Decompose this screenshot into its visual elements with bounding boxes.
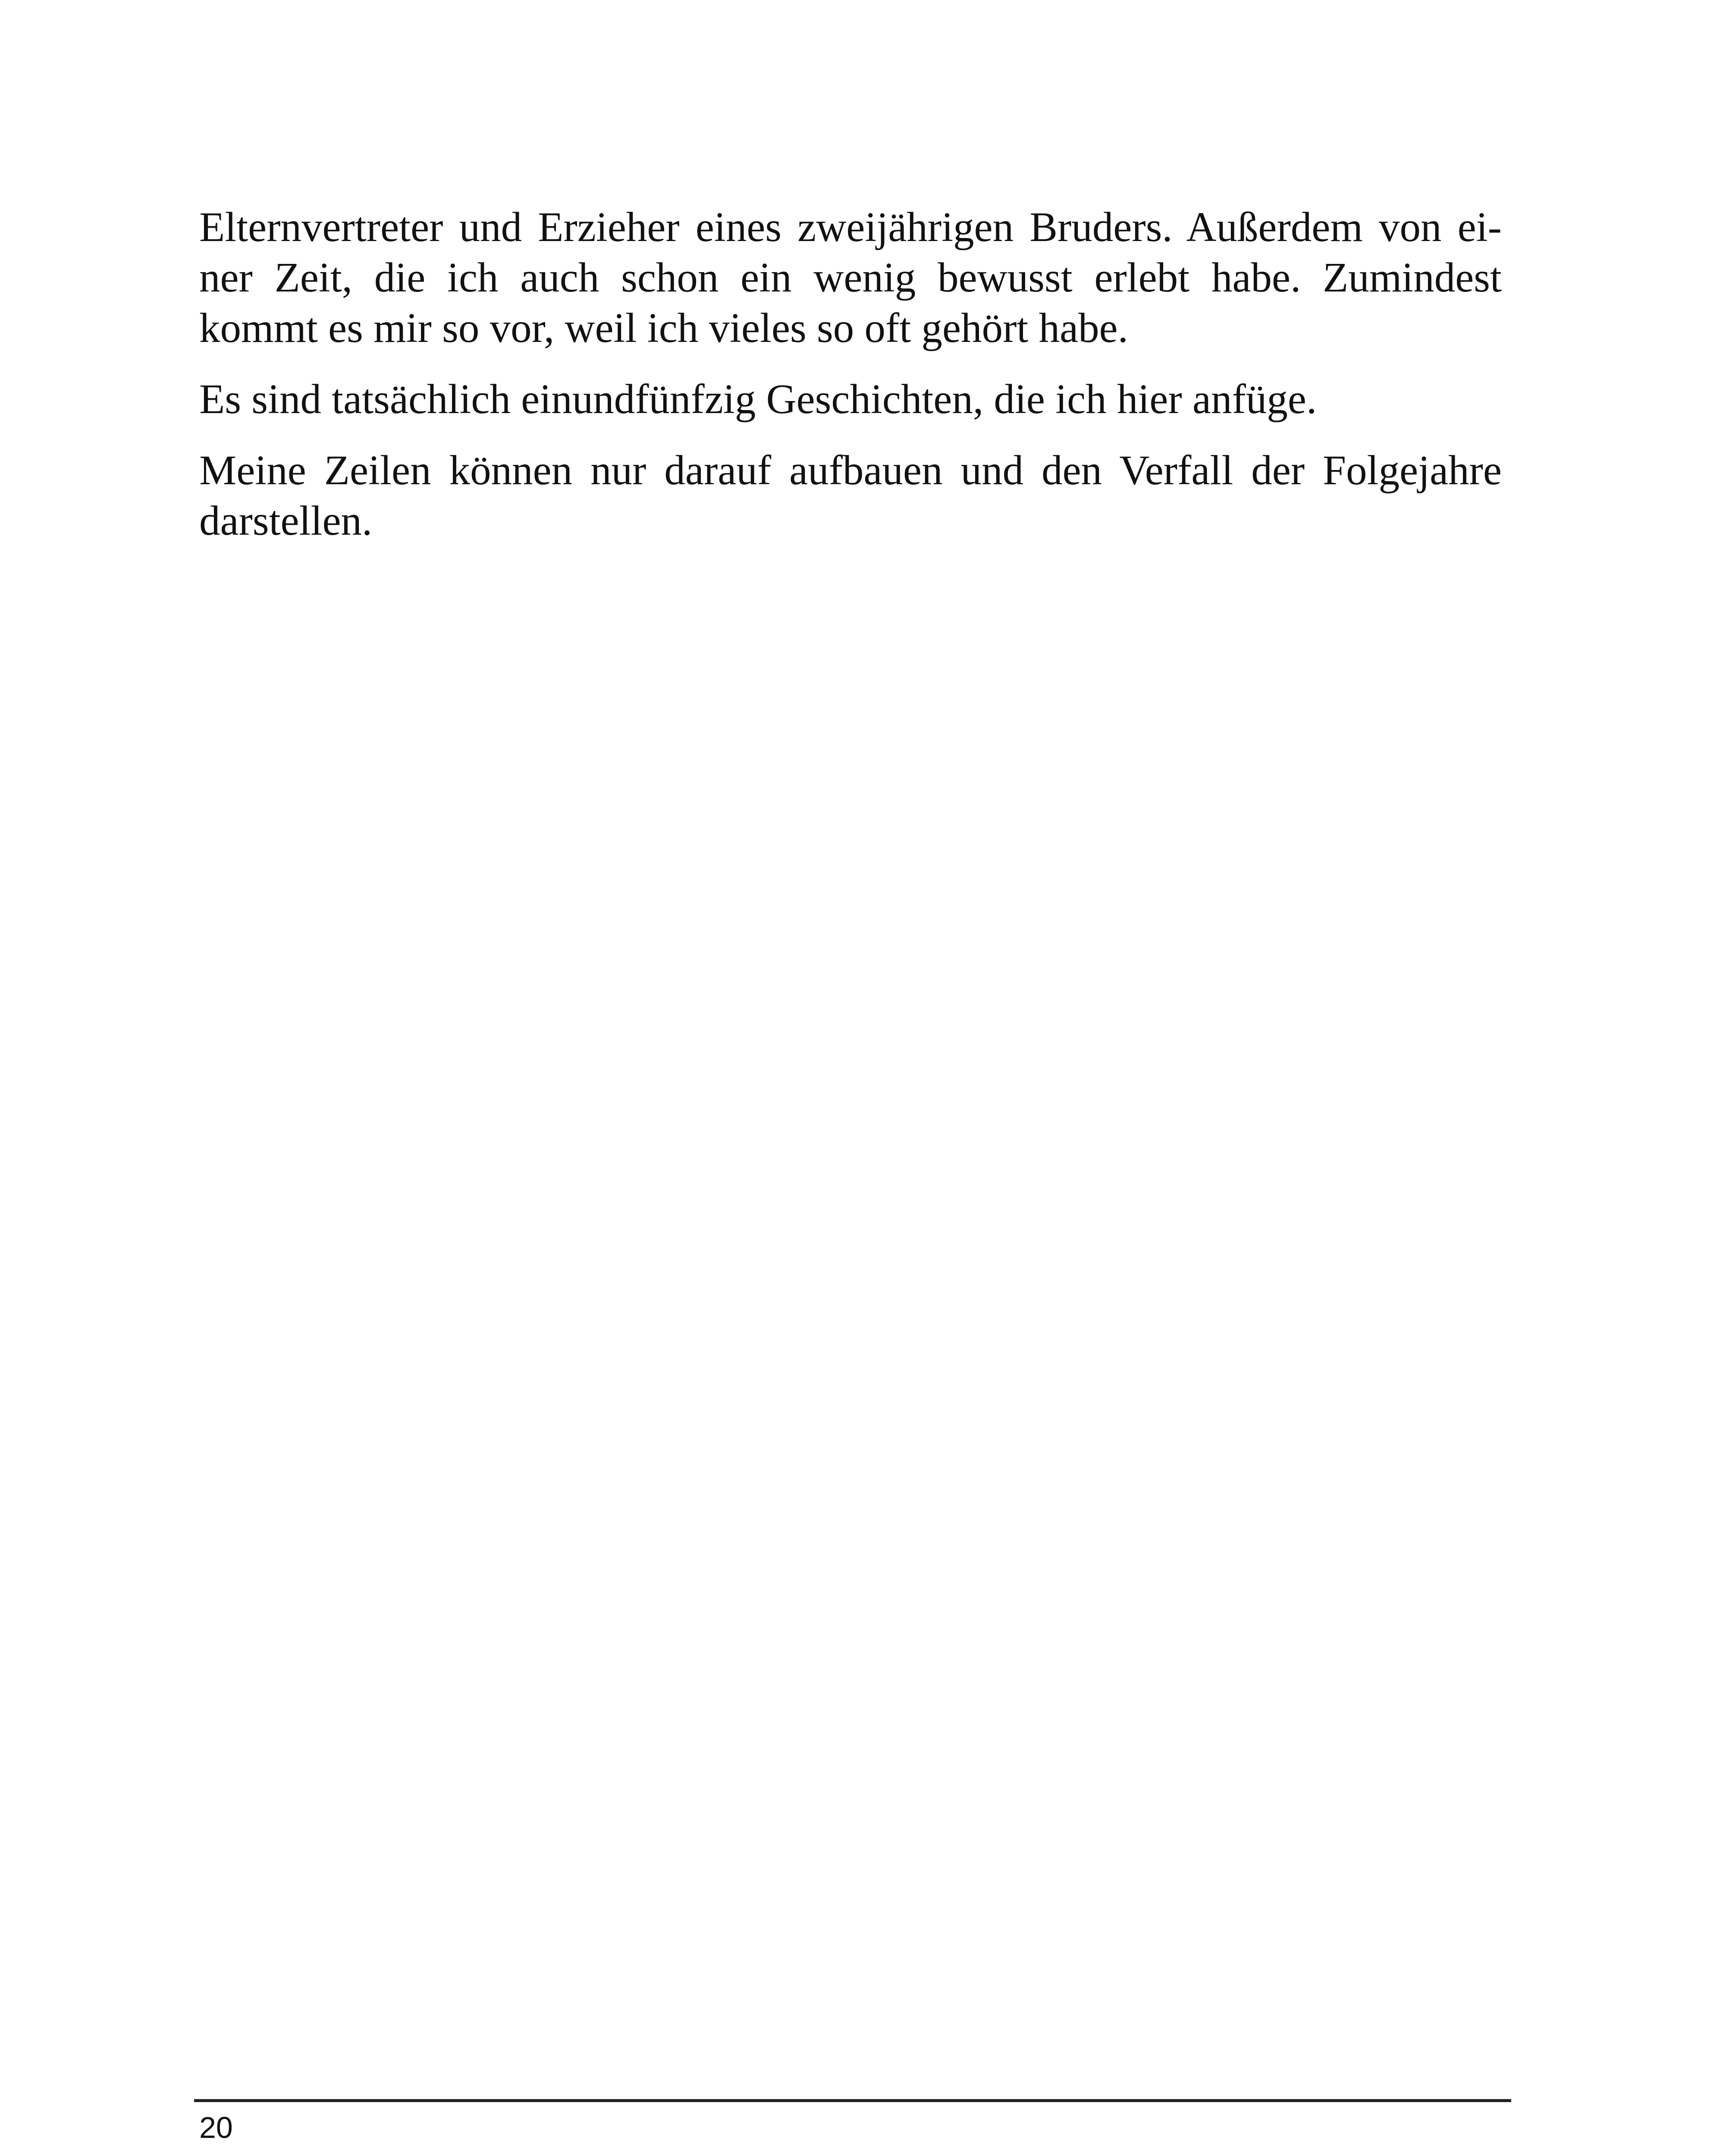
paragraph-1: [199, 202, 1502, 353]
text-line: Elternvertreter und Erzieher eines zweijährigen Bruders. Außerdem von ei-: [199, 204, 1502, 250]
page-number: 20: [199, 2111, 233, 2144]
footer-divider: [194, 2099, 1511, 2102]
text-line: Meine Zeilen können nur darauf aufbauen und den Verfall der Folgejahre: [199, 447, 1502, 493]
page-body: [199, 202, 1502, 567]
paragraph-3: [199, 445, 1502, 546]
text-line: Es sind tatsächlich einundfünfzig Geschichten, die ich hier anfüge.: [199, 376, 1317, 422]
text-line: ner Zeit, die ich auch schon ein wenig bewusst erlebt habe. Zumindest: [199, 254, 1502, 301]
text-line: kommt es mir so vor, weil ich vieles so oft gehört habe.: [199, 305, 1128, 351]
text-line: darstellen.: [199, 498, 373, 544]
paragraph-2: [199, 374, 1502, 424]
